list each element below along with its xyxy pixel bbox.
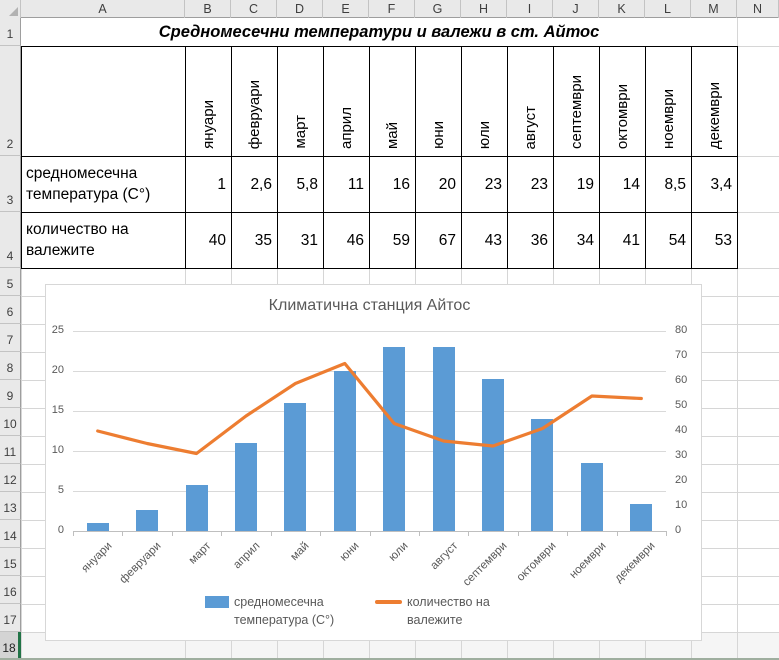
x-axis-label: септември (460, 540, 510, 589)
row-label-cell[interactable]: средномесечна температура (C°) (22, 157, 186, 213)
month-cell[interactable]: юни (416, 47, 462, 157)
left-axis-tick: 25 (51, 324, 64, 336)
x-axis-label: юни (337, 540, 362, 564)
cell-A2-empty[interactable] (22, 47, 186, 157)
x-axis-tick-mark (468, 531, 469, 536)
legend-label: количество на валежите (407, 595, 490, 628)
x-axis-label: октомври (515, 540, 559, 584)
row-header-bar (0, 18, 21, 660)
right-axis-tick: 10 (675, 499, 688, 511)
row-header-15[interactable]: 15 (0, 548, 21, 576)
value-cell[interactable]: 5,8 (278, 157, 324, 213)
month-cell[interactable]: октомври (600, 47, 646, 157)
column-header-L[interactable]: L (645, 0, 691, 18)
rainfall-line[interactable] (98, 364, 642, 454)
left-axis-tick: 10 (51, 444, 64, 456)
row-header-10[interactable]: 10 (0, 408, 21, 436)
x-axis-label: април (231, 540, 263, 572)
month-cell[interactable]: декември (692, 47, 738, 157)
value-cell[interactable]: 54 (646, 213, 692, 269)
legend-label: средномесечна температура (C°) (234, 595, 335, 628)
row-header-13[interactable]: 13 (0, 492, 21, 520)
column-header-H[interactable]: H (461, 0, 507, 18)
row-header-7[interactable]: 7 (0, 324, 21, 352)
x-axis-tick-mark (617, 531, 618, 536)
row-header-11[interactable]: 11 (0, 436, 21, 464)
row-header-14[interactable]: 14 (0, 520, 21, 548)
row-header-5[interactable]: 5 (0, 268, 21, 296)
x-axis-tick-mark (320, 531, 321, 536)
x-axis-label: ноември (567, 540, 609, 582)
left-axis-tick: 15 (51, 404, 64, 416)
month-cell[interactable]: юли (462, 47, 508, 157)
title-cell[interactable]: Средномесечни температури и валежи в ст. Айтос (21, 18, 737, 46)
value-cell[interactable]: 36 (508, 213, 554, 269)
value-cell[interactable]: 11 (324, 157, 370, 213)
value-cell[interactable]: 16 (370, 157, 416, 213)
data-table (21, 46, 738, 269)
chart-title[interactable]: Климатична станция Айтос (268, 297, 471, 314)
value-cell[interactable]: 46 (324, 213, 370, 269)
column-header-J[interactable]: J (553, 0, 599, 18)
value-cell[interactable]: 23 (508, 157, 554, 213)
x-axis-tick-mark (518, 531, 519, 536)
right-axis-tick: 70 (675, 349, 688, 361)
right-axis-tick: 40 (675, 424, 688, 436)
column-header-F[interactable]: F (369, 0, 415, 18)
column-header-K[interactable]: K (599, 0, 645, 18)
right-axis-tick: 30 (675, 449, 688, 461)
row-header-8[interactable]: 8 (0, 352, 21, 380)
x-axis-label: август (428, 540, 461, 573)
chart-container[interactable] (45, 284, 702, 641)
x-axis-tick-mark (567, 531, 568, 536)
row-header-3[interactable]: 3 (0, 156, 21, 212)
x-axis-tick-mark (73, 531, 74, 536)
column-header-D[interactable]: D (277, 0, 323, 18)
right-axis-tick: 50 (675, 399, 688, 411)
value-cell[interactable]: 3,4 (692, 157, 738, 213)
x-axis-tick-mark (271, 531, 272, 536)
value-cell[interactable]: 35 (232, 213, 278, 269)
x-axis-tick-mark (122, 531, 123, 536)
value-cell[interactable]: 43 (462, 213, 508, 269)
month-cell[interactable]: април (324, 47, 370, 157)
row-header-18[interactable]: 18 (0, 632, 21, 660)
x-axis-label: декември (612, 540, 658, 585)
value-cell[interactable]: 19 (554, 157, 600, 213)
x-axis-tick-mark (370, 531, 371, 536)
value-cell[interactable]: 59 (370, 213, 416, 269)
x-axis-label: февруари (117, 540, 164, 587)
legend-bar-swatch-icon (205, 596, 229, 608)
left-axis-tick: 20 (51, 364, 64, 376)
column-header-B[interactable]: B (185, 0, 231, 18)
right-axis-tick: 20 (675, 474, 688, 486)
row-header-6[interactable]: 6 (0, 296, 21, 324)
x-axis-label: май (288, 540, 312, 564)
value-cell[interactable]: 1 (186, 157, 232, 213)
month-cell[interactable]: февруари (232, 47, 278, 157)
value-cell[interactable]: 14 (600, 157, 646, 213)
left-axis-tick: 5 (57, 484, 64, 496)
column-header-M[interactable]: M (691, 0, 737, 18)
legend-line-swatch-icon (375, 600, 402, 604)
column-header-N[interactable]: N (737, 0, 779, 18)
chart-legend (46, 593, 666, 629)
x-axis-tick-mark (221, 531, 222, 536)
select-all-icon (9, 7, 18, 16)
value-cell[interactable]: 53 (692, 213, 738, 269)
value-cell[interactable]: 8,5 (646, 157, 692, 213)
legend-item-rainfall[interactable] (375, 593, 507, 629)
x-axis-label: март (186, 540, 214, 567)
x-axis-tick-mark (419, 531, 420, 536)
column-header-I[interactable]: I (507, 0, 553, 18)
value-cell[interactable]: 34 (554, 213, 600, 269)
month-cell[interactable]: май (370, 47, 416, 157)
value-cell[interactable]: 23 (462, 157, 508, 213)
x-axis-label: януари (79, 540, 115, 575)
column-header-E[interactable]: E (323, 0, 369, 18)
column-header-A[interactable]: A (21, 0, 185, 18)
row-header-9[interactable]: 9 (0, 380, 21, 408)
value-cell[interactable]: 2,6 (232, 157, 278, 213)
x-axis-tick-mark (172, 531, 173, 536)
right-axis-tick: 80 (675, 324, 688, 336)
row-header-17[interactable]: 17 (0, 604, 21, 632)
month-cell[interactable]: ноември (646, 47, 692, 157)
column-header-C[interactable]: C (231, 0, 277, 18)
right-axis-tick: 0 (675, 524, 682, 536)
value-cell[interactable]: 20 (416, 157, 462, 213)
row-header-4[interactable]: 4 (0, 212, 21, 268)
legend-item-temperature[interactable] (205, 593, 347, 629)
row-label-cell[interactable]: количество на валежите (22, 213, 186, 269)
value-cell[interactable]: 67 (416, 213, 462, 269)
value-cell[interactable]: 31 (278, 213, 324, 269)
value-cell[interactable]: 40 (186, 213, 232, 269)
row-header-12[interactable]: 12 (0, 464, 21, 492)
row-header-16[interactable]: 16 (0, 576, 21, 604)
left-axis-tick: 0 (57, 524, 64, 536)
month-cell[interactable]: август (508, 47, 554, 157)
month-cell[interactable]: януари (186, 47, 232, 157)
row-header-1[interactable]: 1 (0, 18, 21, 46)
column-header-bar (0, 0, 779, 18)
month-cell[interactable]: септември (554, 47, 600, 157)
chart-plot-area (73, 331, 666, 531)
right-axis-tick: 60 (675, 374, 688, 386)
select-all-button[interactable] (0, 0, 21, 18)
value-cell[interactable]: 41 (600, 213, 646, 269)
month-cell[interactable]: март (278, 47, 324, 157)
column-header-G[interactable]: G (415, 0, 461, 18)
x-axis-tick-mark (666, 531, 667, 536)
x-axis-label: юли (386, 540, 411, 564)
row-header-2[interactable]: 2 (0, 46, 21, 156)
